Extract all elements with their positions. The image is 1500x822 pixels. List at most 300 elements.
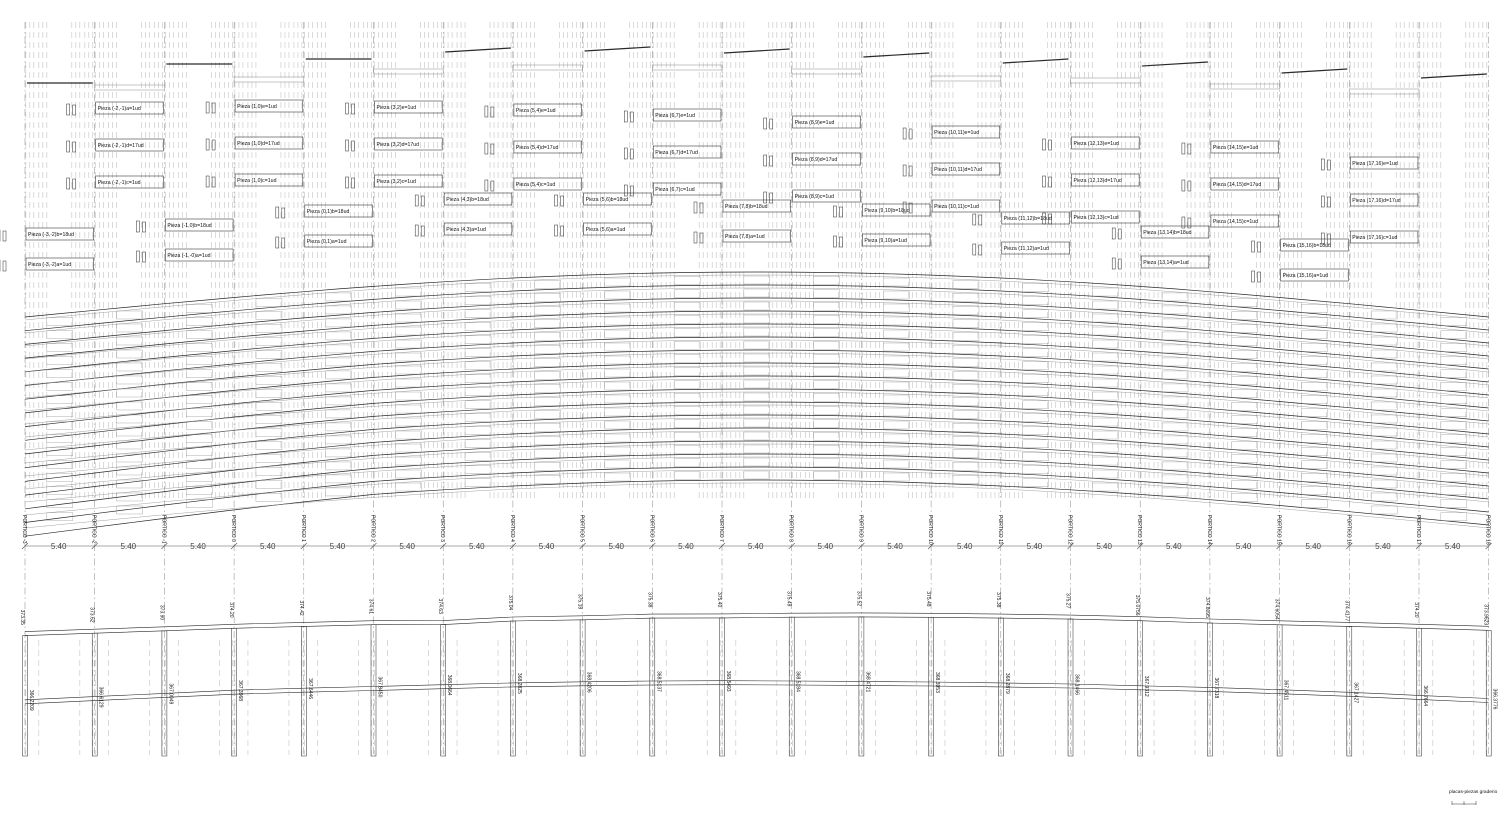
joint-plate [326,319,352,327]
piece-profile-icon [979,215,982,225]
joint-plate [604,278,630,286]
joint-plate [1232,442,1258,450]
joint-plate [326,436,352,444]
piece-label: Pieza (12,13)c=1ud [1073,215,1119,221]
joint-plate [1092,483,1118,491]
joint-plate [1023,388,1049,396]
joint-plate [604,330,630,338]
joint-plate [1162,358,1188,366]
piece-profile-icon [346,177,349,188]
joint-plate [326,410,352,418]
joint-plate [395,314,421,322]
piece-profile-icon [73,105,76,115]
joint-plate [883,304,909,312]
joint-plate [186,383,212,391]
joint-plate [326,423,352,431]
joint-plate [953,345,979,353]
piece-label: Pieza (-2,-1)a=1ud [97,106,141,112]
joint-plate [883,447,909,455]
joint-plate [744,328,770,336]
joint-plate [535,449,561,457]
joint-plate [465,336,491,344]
step-riser-line [25,483,1489,528]
joint-plate [604,317,630,325]
piece-profile-icon [67,104,70,115]
joint-plate [1301,487,1327,495]
joint-plate [186,370,212,378]
joint-plate [744,367,770,375]
piece-label: Pieza (-1,-0)a=1ud [167,253,211,259]
joint-plate [814,407,840,415]
piece-profile-icon [421,226,424,236]
piece-label: Pieza (17,16)e=1ud [1352,161,1398,167]
piece-profile-icon [282,238,285,248]
piece-profile-icon [1182,217,1185,228]
step-riser-line [25,301,1489,346]
joint-plate [1092,301,1118,309]
joint-plate [256,416,282,424]
joint-plate [1441,487,1467,495]
piece-profile-icon [485,180,488,191]
joint-plate [883,460,909,468]
piece-profile-icon [206,102,209,113]
joint-plate [814,342,840,350]
upper-elevation-label: 374.20 [228,602,235,618]
lower-elevation-label: 368.5137 [655,671,662,692]
joint-plate [953,306,979,314]
piece-profile-icon [3,261,6,271]
joint-plate [953,280,979,288]
piece-profile-icon [142,252,145,262]
joint-plate [814,420,840,428]
joint-plate [465,375,491,383]
joint-plate [1092,340,1118,348]
lower-elevation-label: 368.5493 [725,670,731,692]
piece-label: Pieza (13,14)a=1ud [1143,260,1189,266]
joint-plate [1371,389,1397,397]
piece-profile-icon [764,155,767,166]
piece-profile-icon [485,143,488,154]
piece-profile-icon [1188,144,1191,154]
joint-plate [465,349,491,357]
piece-profile-icon [561,196,564,206]
portico-label: PORTICO 17 [1415,515,1421,545]
joint-plate [465,284,491,292]
joint-plate [1371,506,1397,514]
piece-profile-icon [630,149,633,159]
portico-label: PORTICO 16 [1345,515,1352,545]
piece-label: Pieza (10,11)d=17ud [934,167,983,173]
piece-label: Pieza (17,16)d=17ud [1352,198,1401,204]
joint-plate [674,316,700,324]
joint-plate [256,312,282,320]
joint-plate [535,410,561,418]
joint-plate [47,331,73,339]
piece-profile-icon [770,156,773,166]
upper-elevation-label: 374.20 [1413,602,1419,618]
joint-plate [395,405,421,413]
joint-plate [744,302,770,310]
sheet-title: placas-piezas graderio [1449,790,1498,795]
joint-plate [326,449,352,457]
piece-label: Pieza (15,16)b=18ud [1282,243,1331,249]
piece-label: Pieza (-1,0)b=18ud [167,223,212,229]
joint-plate [1162,384,1188,392]
portico-label: PORTICO 15 [1275,515,1282,545]
dimension-value: 5.40 [120,542,137,551]
joint-plate [1301,318,1327,326]
portico-labels [21,515,1491,545]
joint-plate [1441,448,1467,456]
piece-profile-icon [630,112,633,122]
piece-label: Pieza (8,9)e=1ud [794,120,835,126]
joint-plate [883,343,909,351]
joint-plate [47,474,73,482]
joint-plate [256,364,282,372]
step-line [25,298,1489,344]
joint-plate [883,356,909,364]
piece-label: Pieza (5,4)e=1ud [515,108,556,114]
joint-plate [814,277,840,285]
joint-plate [1301,357,1327,365]
joint-plate [395,340,421,348]
piece-label: Pieza (11,12)b=18ud [1003,216,1052,222]
joint-plate [1371,311,1397,319]
joint-plate [1232,325,1258,333]
portico-axes [25,22,1489,755]
joint-plate [953,462,979,470]
upper-elevation-label: 374.42 [297,600,304,616]
joint-plate [1301,409,1327,417]
lower-elevation-label: 366.7664 [1422,685,1428,707]
upper-elevation-label: 375.18 [576,593,583,610]
joint-plate [1092,379,1118,387]
joint-plate [256,390,282,398]
piece-profile-icon [421,196,424,206]
joint-plate [395,470,421,478]
joint-plate [674,329,700,337]
sheet-caption [1449,789,1498,805]
joint-plate [604,356,630,364]
joint-plate [326,306,352,314]
piece-label: Pieza (12,13)e=1ud [1073,141,1119,147]
portico-label: PORTICO 10 [927,515,934,545]
lower-elevation-label: 368.2825 [515,672,522,694]
piece-label: Pieza (-2,-1)c=1ud [97,180,141,186]
dimension-value: 5.40 [259,542,276,551]
joint-plate [814,290,840,298]
joint-plate [395,483,421,491]
joint-plate [604,473,630,481]
joint-plate [1162,423,1188,431]
lower-elevation-label: 368.3953 [934,671,941,693]
joint-plate [186,422,212,430]
cap-plate [445,48,511,52]
piece-profile-icon [73,142,76,152]
dimension-value: 5.40 [817,542,834,551]
joint-plate [465,440,491,448]
piece-label: Pieza (0,1)a=1ud [306,239,347,245]
piece-profile-icon [206,139,209,150]
piece-label: Pieza (6,7)c=1ud [655,187,695,193]
piece-profile-icon [352,104,355,114]
piece-profile-icon [136,221,139,232]
joint-plate [186,318,212,326]
joint-plate [744,419,770,427]
joint-plate [117,363,143,371]
piece-profile-icon [491,181,494,191]
joint-plate [744,471,770,479]
joint-plate [1092,392,1118,400]
joint-plate [1441,331,1467,339]
lower-elevation-label: 368.2879 [1003,672,1010,694]
piece-profile-icon [839,207,842,217]
piece-profile-icon [903,128,906,139]
joint-plate [326,358,352,366]
joint-plate [186,474,212,482]
piece-profile-icon [624,148,627,159]
upper-elevation-label: 374.4177 [1343,600,1350,622]
portico-label: PORTICO -3 [21,515,27,544]
joint-plate [1232,416,1258,424]
joint-plate [814,303,840,311]
piece-profile-icon [352,178,355,188]
joint-plate [1441,474,1467,482]
piece-profile-icon [491,144,494,154]
piece-profile-icon [415,195,418,206]
joint-plate [256,338,282,346]
joint-plate [674,407,700,415]
dimension-value: 5.40 [1444,542,1461,551]
joint-plate [953,384,979,392]
joint-plate [47,435,73,443]
piece-label: Pieza (14,15)e=1ud [1212,145,1259,151]
joint-plate [186,435,212,443]
piece-label: Pieza (3,2)e=1ud [376,105,417,111]
piece-profile-icon [1258,242,1261,252]
cap-plate-outline [1071,78,1141,83]
piece-profile-icon [136,251,139,262]
portico-label: PORTICO 13 [1136,515,1143,545]
joint-plate [1232,338,1258,346]
joint-plate [953,371,979,379]
joint-plate [47,357,73,365]
dimension-value: 5.40 [887,542,903,551]
joint-plate [1232,377,1258,385]
joint-plate [883,278,909,286]
joint-plate [604,369,630,377]
dimension-value: 5.40 [1026,542,1043,551]
joint-plate [1301,331,1327,339]
portico-label: PORTICO 6 [648,515,655,542]
piece-label: Pieza (7,8)b=18ud [725,204,768,210]
upper-elevation-label: 374.61 [367,598,374,615]
joint-plate [674,472,700,480]
piece-label: Pieza (10,11)e=1ud [934,130,980,136]
upper-elevation-label: 375.48 [925,591,932,607]
lower-elevation-label: 368.0664 [446,674,453,696]
joint-plate [1023,375,1049,383]
step-riser-line [25,392,1489,437]
joint-plate [953,423,979,431]
joint-plate [883,291,909,299]
joint-plate [1092,353,1118,361]
joint-plate [395,418,421,426]
piece-profile-icon [839,237,842,247]
joint-plate [1232,429,1258,437]
joint-plate [1023,466,1049,474]
piece-profile-icon [67,178,70,189]
joint-plate [883,330,909,338]
step-line [25,389,1489,440]
joint-plate [744,289,770,297]
joint-plate [1441,461,1467,469]
joint-plate [1301,383,1327,391]
joint-plate [465,388,491,396]
piece-label: Pieza (5,6)a=1ud [585,227,626,233]
joint-plate [1023,310,1049,318]
step-riser-line [25,288,1489,333]
joint-plate [953,449,979,457]
piece-label: Pieza (3,2)c=1ud [376,179,416,185]
step-line [25,480,1489,536]
joint-plate [1371,467,1397,475]
joint-plate [256,494,282,502]
joint-plate [1023,362,1049,370]
dimension-value: 5.40 [747,542,764,551]
step-line [25,428,1489,481]
piece-profile-icon [1112,258,1115,269]
joint-plate [186,409,212,417]
joint-plate [117,311,143,319]
joint-plate [1023,336,1049,344]
portico-label: PORTICO 7 [718,515,724,542]
step-riser-line [25,470,1489,515]
joint-plate [326,332,352,340]
joint-plate [1371,441,1397,449]
joint-plate [604,304,630,312]
cap-plate [724,49,790,53]
joint-plate [1092,457,1118,465]
joint-plate [47,370,73,378]
joint-plate [117,337,143,345]
joint-plate [465,414,491,422]
portico-label: PORTICO 8 [787,515,794,542]
joint-plate [953,436,979,444]
joint-plate [256,468,282,476]
step-riser-line [25,379,1489,424]
joint-plate [1371,324,1397,332]
joint-plate [1441,383,1467,391]
piece-profile-icon [142,222,145,232]
piece-label: Pieza (-3,-2)b=18ud [28,232,74,238]
upper-elevation-label: 373.62 [88,607,95,623]
piece-label: Pieza (1,0)c=1ud [237,178,277,184]
joint-plate [674,342,700,350]
step-riser-line [25,405,1489,450]
piece-profile-icon [1252,271,1255,282]
cap-plate-outline [234,77,304,82]
piece-label: Pieza (14,15)d=17ud [1212,182,1262,188]
lower-elevation-label: 367.7318 [1212,677,1219,699]
plate-strips [27,47,1487,94]
cap-plate-outline [513,65,583,70]
joint-plate [814,394,840,402]
joint-plate [465,297,491,305]
lower-elevation-label: 367.6446 [306,678,313,700]
beam-bottom-line [25,685,1489,707]
joint-plate [1232,481,1258,489]
joint-plate [1232,364,1258,372]
slab-top-line [25,613,1489,632]
joint-plate [883,395,909,403]
joint-plate [395,379,421,387]
piece-label: Pieza (10,11)c=1ud [934,204,979,210]
joint-plate [1232,494,1258,502]
joint-plate [1023,479,1049,487]
piece-profile-icon [1327,160,1330,170]
joint-plate [814,381,840,389]
joint-plate [1232,351,1258,359]
upper-elevation-label: 375.38 [646,592,653,608]
piece-profile-icon [770,119,773,129]
piece-profile-icon [561,226,564,236]
piece-label: Pieza (9,10)a=1ud [864,238,907,244]
piece-label: Pieza (8,9)c=1ud [794,194,835,200]
piece-label: Pieza (4,3)a=1ud [446,227,486,233]
joint-plate [814,355,840,363]
slab-bottom-line [25,617,1489,636]
joint-plate [1092,470,1118,478]
joint-plate [814,329,840,337]
lower-elevation-label: 367.1427 [1352,682,1359,704]
joint-plate [1232,390,1258,398]
lower-elevation-label: 367.4511 [1282,679,1289,701]
step-riser-line [25,366,1489,411]
joint-plate [674,277,700,285]
joint-plate [1023,453,1049,461]
joint-plate [1371,402,1397,410]
piece-profile-icon [624,185,627,196]
joint-plate [883,317,909,325]
joint-plate [674,394,700,402]
portico-label: PORTICO 3 [439,515,446,542]
piece-profile-icon [1321,159,1324,170]
joint-plate [1023,401,1049,409]
joint-plate [256,442,282,450]
piece-label: Pieza (0,1)b=18ud [306,209,350,215]
lower-elevation-label: 368.4721 [864,671,871,693]
piece-profile-icon [903,165,906,176]
joint-plate [535,345,561,353]
joint-plate [1023,349,1049,357]
joint-plate [256,481,282,489]
joint-plate [1301,344,1327,352]
piece-profile-icon [1043,139,1046,150]
piece-profile-icon [1118,229,1121,239]
piece-profile-icon [3,231,6,241]
piece-profile-icon [1258,272,1261,282]
lower-elevation-label: 368.4206 [585,671,592,693]
piece-details [0,100,1418,282]
joint-plate [1092,431,1118,439]
joint-plate [1441,357,1467,365]
piece-profile-icon [973,244,976,255]
joint-plate [953,475,979,483]
cap-plate [863,53,929,57]
piece-profile-icon [67,141,70,152]
joint-plate [186,357,212,365]
